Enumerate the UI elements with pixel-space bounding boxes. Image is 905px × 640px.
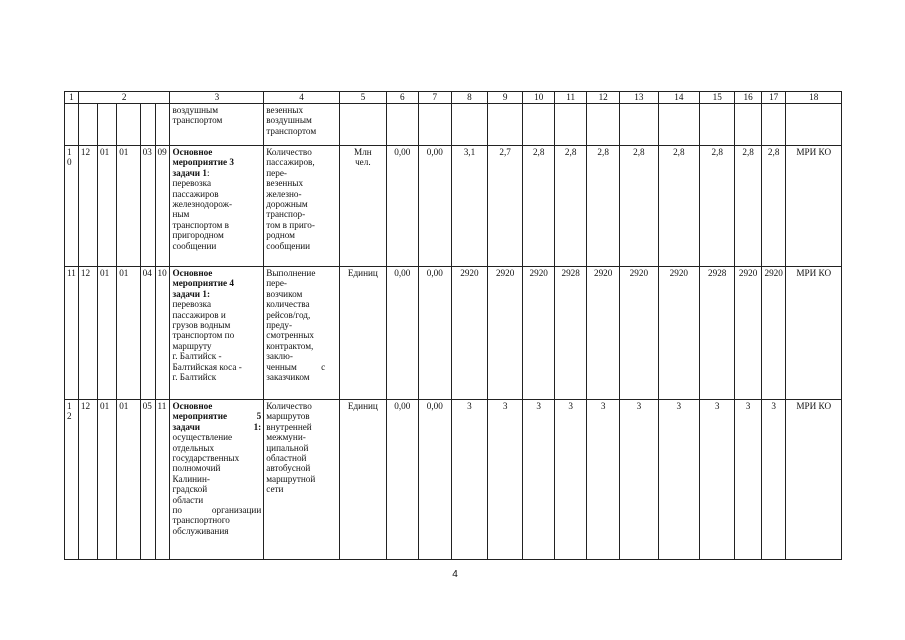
header-cell: 14 [658,92,700,104]
header-row [65,92,842,104]
executor-cell: МРИ КО [786,400,842,560]
code-cell: 05 [140,400,155,560]
value-cell: 2920 [658,267,700,400]
activity-cell: Основное мероприятие 5 задачи 1: осуществление отдельных государственных полномочий Калинин- градской области по организации транспортного обслуживания [170,400,264,560]
value-cell: 0,00 [418,400,451,560]
code-cell: 12 [78,146,97,267]
value-cell: 2,8 [735,146,762,267]
value-cell: 0,00 [386,400,418,560]
code-cell: 12 [78,267,97,400]
value-cell: 3 [451,400,487,560]
value-cell: 3 [700,400,735,560]
indicator-cell: Выполнение пере- возчиком количества рейсов/год, преду- смотренных контрактом, заклю- ченным с заказчиком [264,267,340,400]
header-cell: 13 [620,92,658,104]
value-cell: 2,8 [620,146,658,267]
indicator-cell: Количество пассажиров, пере- везенных железно- дорожным транспор- том в приго- родном сообщении [264,146,340,267]
header-cell: 4 [264,92,340,104]
value-cell: 3 [523,400,555,560]
code-cell: 03 [140,146,155,267]
row-number: 11 [65,267,79,400]
header-cell: 1 [65,92,79,104]
code-cell: 09 [155,146,170,267]
value-cell: 2920 [761,267,786,400]
header-cell: 11 [555,92,587,104]
value-cell: 0,00 [386,146,418,267]
unit-cell: Единиц [339,400,386,560]
row-number: 12 [65,400,79,560]
code-cell: 04 [140,267,155,400]
code-cell: 12 [78,400,97,560]
program-table [64,91,842,560]
value-cell: 3 [735,400,762,560]
code-cell: 01 [117,400,140,560]
code-cell: 01 [117,146,140,267]
code-cell: 10 [155,267,170,400]
activity-cell: Основное мероприятие 4 задачи 1: перевозка пассажиров и грузов водным транспортом по маршруту г. Балтийск - Балтийская коса - г. Балтийск [170,267,264,400]
value-cell: 2920 [587,267,620,400]
row-number: 10 [65,146,79,267]
value-cell: 2928 [555,267,587,400]
value-cell: 2,8 [658,146,700,267]
header-cell: 3 [170,92,264,104]
header-cell: 18 [786,92,842,104]
header-cell: 9 [488,92,523,104]
value-cell: 2,7 [488,146,523,267]
value-cell: 3 [658,400,700,560]
value-cell: 0,00 [386,267,418,400]
code-cell: 01 [98,146,117,267]
value-cell: 2920 [523,267,555,400]
page-number: 4 [452,569,458,580]
code-cell: 11 [155,400,170,560]
code-cell: 01 [98,267,117,400]
value-cell: 2,8 [587,146,620,267]
value-cell: 3 [587,400,620,560]
value-cell: 3 [555,400,587,560]
executor-cell: МРИ КО [786,267,842,400]
value-cell: 3 [620,400,658,560]
value-cell: 3 [761,400,786,560]
value-cell: 2920 [735,267,762,400]
value-cell: 3 [488,400,523,560]
value-cell: 2928 [700,267,735,400]
header-cell: 7 [418,92,451,104]
value-cell: 2,8 [555,146,587,267]
header-cell: 10 [523,92,555,104]
value-cell: 0,00 [418,267,451,400]
value-cell: 2,8 [761,146,786,267]
value-cell: 2,8 [700,146,735,267]
activity-cell: Основное мероприятие 3 задачи 1: перевозка пассажиров железнодорож- ным транспортом в пригородном сообщении [170,146,264,267]
header-cell: 12 [587,92,620,104]
value-cell: 2920 [488,267,523,400]
continuation-row [65,104,842,146]
table-row [65,400,842,560]
header-cell: 16 [735,92,762,104]
code-cell: 01 [117,267,140,400]
code-cell: 01 [98,400,117,560]
cont-col3: воздушным транспортом [170,104,264,146]
value-cell: 2920 [451,267,487,400]
header-cell: 6 [386,92,418,104]
indicator-cell: Количество маршрутов внутренней межмуни- ципальной областной автобусной маршрутной сети [264,400,340,560]
cont-col4: везенных воздушным транспортом [264,104,340,146]
header-cell: 2 [78,92,170,104]
header-cell: 5 [339,92,386,104]
table-row [65,267,842,400]
header-cell: 15 [700,92,735,104]
value-cell: 0,00 [418,146,451,267]
value-cell: 2,8 [523,146,555,267]
header-cell: 17 [761,92,786,104]
value-cell: 3,1 [451,146,487,267]
header-cell: 8 [451,92,487,104]
executor-cell: МРИ КО [786,146,842,267]
table-row [65,146,842,267]
value-cell: 2920 [620,267,658,400]
unit-cell: Единиц [339,267,386,400]
unit-cell: Млн чел. [339,146,386,267]
